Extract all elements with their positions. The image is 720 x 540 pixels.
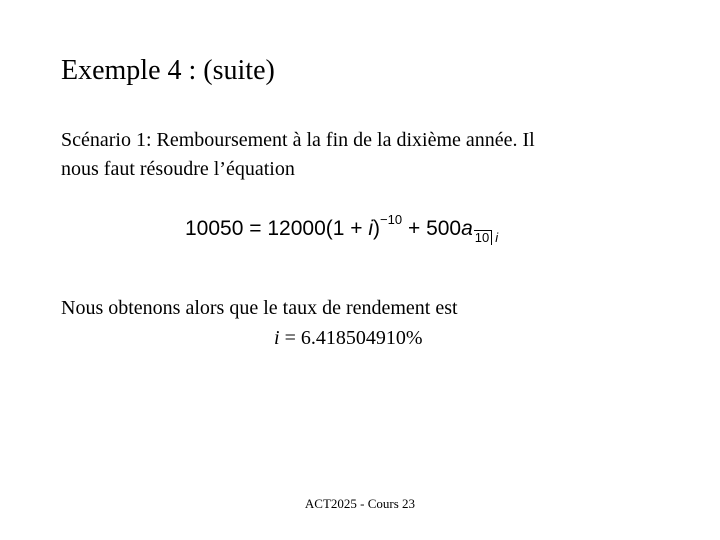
equation-equals: = <box>249 217 262 240</box>
equation-variable: i <box>368 217 374 240</box>
equation-lhs: 10050 <box>185 217 244 240</box>
equation-close-paren: ) <box>373 217 381 240</box>
slide-footer: ACT2025 - Cours 23 <box>304 496 416 511</box>
annuity-rate: i <box>495 230 499 245</box>
scenario-line-2: nous faut résoudre l’équation <box>61 158 295 180</box>
equation-coefficient: 12000 <box>267 217 326 240</box>
equation-exponent: −10 <box>380 212 403 227</box>
equation-plus: + <box>407 217 421 240</box>
slide-title: Exemple 4 : (suite) <box>61 55 275 86</box>
scenario-line-1: Scénario 1: Remboursement à la fin de la dixième année. Il <box>61 129 535 151</box>
equation-open-paren: (1 + <box>325 217 369 240</box>
scenario-paragraph <box>61 126 535 184</box>
annuity-term: 10 <box>474 230 492 245</box>
equation <box>185 203 498 251</box>
result-value <box>274 327 423 350</box>
result-variable: i <box>274 327 280 349</box>
annuity-symbol: a <box>461 217 473 240</box>
result-text: = 6.418504910% <box>279 327 423 349</box>
annuity-coefficient: 500 <box>426 217 462 240</box>
result-intro: Nous obtenons alors que le taux de rendement est <box>61 297 458 319</box>
annuity-subscript <box>474 218 498 258</box>
